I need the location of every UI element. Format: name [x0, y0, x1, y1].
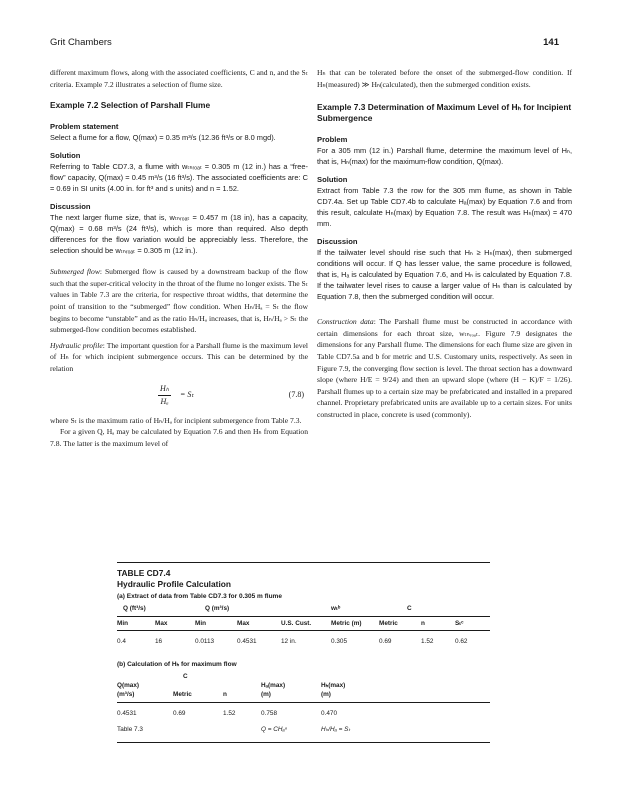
table-cell: Hₕ/Hₐ = Sₜ — [321, 726, 351, 733]
table-row — [117, 725, 490, 734]
table-cell: 0.69 — [379, 638, 392, 645]
problem-text: For a 305 mm (12 in.) Parshall flume, determine the maximum level of Hₕ, that is, Hₕ(max) for the maximum-flow condition, Q(max). — [317, 146, 572, 167]
equation-fraction — [158, 383, 171, 408]
group-header-c: C — [183, 673, 188, 680]
equation-denominator: Hₐ — [160, 396, 169, 406]
hydraulic-profile-text: : The important question for a Parshall flume is the maximum level of Hₕ for which incipient submergence occurs. This can be determined by the relation — [50, 340, 308, 373]
table-cell: 12 in. — [281, 638, 297, 645]
example-7-2 — [50, 100, 308, 256]
table-part-a-header-rule — [117, 616, 490, 617]
left-column — [50, 67, 308, 449]
discussion-heading: Discussion — [50, 202, 91, 212]
given-q-paragraph: For a given Q, Hₐ may be calculated by Equation 7.6 and then Hₕ from Equation 7.8. The latter is the maximum level of — [50, 427, 308, 448]
continuation-paragraph: Hₕ that can be tolerated before the onset of the submerged-flow condition. If Hₕ(measured) ≫ Hₕ(calculated), then the submerged condition exists. — [317, 68, 572, 89]
table-part-b-title: (b) Calculation of Hₕ for maximum flow — [117, 661, 237, 668]
column-header: Metric (m) — [331, 620, 362, 627]
table-cd7-4 — [117, 562, 490, 743]
table-cell — [223, 725, 261, 734]
table-cell: 0.758 — [261, 710, 277, 717]
column-header: (m) — [321, 691, 331, 698]
equation-7-8 — [50, 381, 308, 413]
table-cell: 0.0113 — [195, 638, 215, 645]
page-number: 141 — [543, 37, 559, 48]
submerged-flow-text: : Submerged flow is caused by a downstream backup of the flow such that the super-critical velocity in the throat of the flume no longer exists. The Sₜ values in Table 7.3 are the criteria, for respective throat widths, that determine the point of transition to the “submerged” flow condition. When Hₕ/Hₐ = Sₜ the flow begins to become “unstable” and as the ratio Hₕ/Hₐ increases, that is, Hₕ/Hₐ > Sₜ the submerged-flow condition becomes established. — [50, 267, 308, 335]
column-header: n — [421, 620, 425, 627]
table-title: Hydraulic Profile Calculation — [117, 578, 232, 589]
hydraulic-profile-label: Hydraulic profile — [50, 340, 103, 350]
column-header: U.S. Cust. — [281, 620, 312, 627]
table-cell: 1.52 — [421, 638, 434, 645]
column-header: n — [223, 691, 227, 698]
table-bottom-rule — [117, 742, 490, 743]
discussion-heading: Discussion — [317, 237, 358, 247]
column-header: Hₐ(max) — [261, 682, 286, 689]
column-header: Q(max) — [117, 682, 140, 689]
table-cell: 0.4531 — [117, 710, 137, 717]
equation-numerator: Hₕ — [158, 383, 171, 396]
right-column — [317, 67, 572, 421]
table-part-a-columns — [117, 619, 490, 628]
construction-data-text: : The Parshall flume must be constructed in accordance with certain dimensions for each throat size, wₜₕᵣₒₐₜ. Figure 7.9 designates the dimensions for any Parshall flume. The dimensions for each flume size are given in Table CD7.5a and b for metric and U.S. Customary units, respectively. As seen in Figure 7.9, the converging flow section is level. The throat section has a downward slope (where H/E = 9/24) and then an upward slope (where (H − K)/F = 1/26). Parshall flumes up to a certain size may be prefabricated and installed in a prepared channel. Proprietary prefabricated units are available up to a certain sizes. For units constructed in place, concrete is used (commonly). — [317, 317, 572, 419]
solution-heading: Solution — [50, 151, 81, 161]
table-part-a — [117, 604, 490, 613]
table-cell: Table 7.3 — [117, 726, 143, 733]
intro-paragraph: different maximum flows, along with the associated coefficients, C and n, and the Sₜ criteria. Example 7.2 illustrates a selection of flume size. — [50, 68, 308, 89]
construction-data-label: Construction data — [317, 317, 374, 327]
equation-number: (7.8) — [288, 389, 304, 399]
table-cell: Q = CHₐⁿ — [261, 726, 288, 733]
group-header-q-ft3: Q (ft³/s) — [123, 605, 146, 612]
column-header: Sₜᶜ — [455, 620, 464, 627]
column-header — [223, 681, 261, 690]
table-cell: 1.52 — [223, 710, 236, 717]
column-header: Hₕ(max) — [321, 682, 346, 689]
column-header: (m) — [261, 691, 271, 698]
table-top-rule — [117, 562, 490, 563]
solution-text: Referring to Table CD7.3, a flume with wₜₕᵣₒₐₜ = 0.305 m (12 in.) has a “free-flow” capacity, Q(max) = 0.45 m³/s (16 ft³/s). The associated coefficients are: C = 0.69 in SI units (4.00 in. for ft³ and s units) and n = 1.52. — [50, 162, 308, 194]
example-title: Example 7.3 Determination of Maximum Level of Hₕ for Incipient Submergence — [317, 102, 572, 124]
where-paragraph: where Sₜ is the maximum ratio of Hₕ/Hₐ for incipient submergence from Table 7.3. — [50, 415, 302, 425]
problem-heading: Problem — [317, 135, 348, 145]
table-part-b-columns — [117, 672, 490, 699]
column-header: Metric — [173, 691, 192, 698]
group-header-throat-width: wₜᵇ — [331, 605, 341, 612]
table-cell: 0.305 — [331, 638, 347, 645]
table-cell: 0.69 — [173, 710, 186, 717]
running-header: Grit Chambers — [50, 37, 112, 48]
table-part-a-column-rule — [117, 630, 490, 631]
discussion-text: The next larger flume size, that is, wₜₕᵣₒₐₜ = 0.457 m (18 in), has a capacity, Q(max) = 0.68 m³/s (24 ft³/s), which is more than required. Also depth differences for the flow variation would be appreciably less. Therefore, the selection should be wₜₕᵣₒₐₜ = 0.305 m (12 in.). — [50, 213, 308, 256]
table-part-a-title: (a) Extract of data from Table CD7.3 for 0.305 m flume — [117, 593, 282, 600]
column-header — [173, 681, 223, 690]
column-header: Min — [117, 620, 129, 627]
table-cell: 16 — [155, 638, 163, 645]
table-part-b-column-rule — [117, 702, 490, 703]
table-cell — [173, 725, 223, 734]
table-cell: 0.62 — [455, 638, 468, 645]
table-label: TABLE CD7.4 — [117, 568, 171, 578]
construction-data-paragraph — [317, 316, 572, 420]
group-header-q-m3: Q (m³/s) — [205, 605, 230, 612]
column-header: Min — [195, 620, 207, 627]
equation-rhs: = Sₜ — [180, 389, 194, 399]
submerged-flow-label: Submerged flow — [50, 267, 100, 277]
problem-heading: Problem statement — [50, 122, 119, 132]
column-header: Metric — [379, 620, 398, 627]
table-cell: 0.4531 — [237, 638, 257, 645]
column-header: Max — [237, 620, 250, 627]
table-cell: 0.470 — [321, 710, 337, 717]
table-cell: 0.4 — [117, 638, 126, 645]
column-header: Max — [155, 620, 168, 627]
hydraulic-profile-paragraph — [50, 340, 308, 375]
solution-heading: Solution — [317, 175, 348, 185]
example-title: Example 7.2 Selection of Parshall Flume — [50, 100, 211, 111]
table-row — [117, 637, 490, 646]
group-header-c: C — [407, 605, 412, 612]
discussion-text: If the tailwater level should rise such that Hₕ ≥ Hₕ(max), then submerged conditions will occur. If Q has lesser value, the same procedure is followed, that is, Hₐ is calculated by Equation 7.6, and Hₕ is calculated by Equation 7.8. If the tailwater level rises to cause a larger value of Hₕ than is calculated by Equation 7.8, then the submerged condition will occur. — [317, 248, 572, 302]
solution-text: Extract from Table 7.3 the row for the 305 mm flume, as shown in Table CD7.4a. Set up Table CD7.4b to calculate Hₐ(max) by Equation 7.6 and from this result, calculate Hₕ(max) by Equation 7.8. The result was Hₕ(max) = 470 mm. — [317, 186, 572, 229]
table-row — [117, 709, 490, 718]
example-7-3 — [317, 102, 572, 302]
submerged-flow-paragraph — [50, 266, 308, 336]
column-header: (m³/s) — [117, 691, 135, 698]
problem-text: Select a flume for a flow, Q(max) = 0.35 m³/s (12.36 ft³/s or 8.0 mgd). — [50, 133, 276, 143]
